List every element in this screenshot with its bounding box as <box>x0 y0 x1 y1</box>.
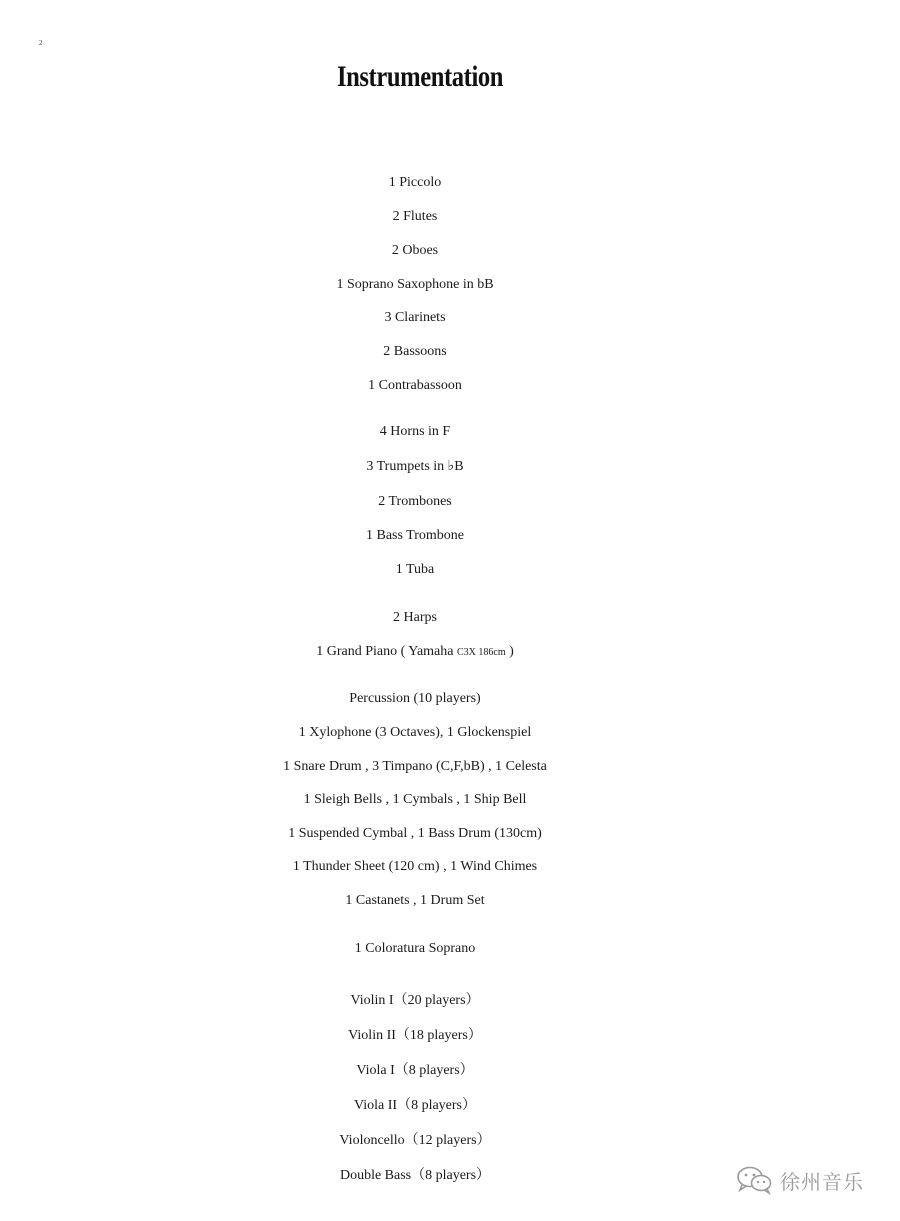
instrument-line: 2 Bassoons <box>383 344 447 359</box>
instrument-line: Double Bass（8 players） <box>339 1168 491 1183</box>
instrument-line: Violoncello（12 players） <box>339 1133 491 1148</box>
instrument-line: 2 Harps <box>393 610 437 625</box>
piano-line <box>0 643 830 662</box>
piano-close: ) <box>505 644 514 659</box>
instrument-line: 2 Flutes <box>392 209 438 224</box>
wechat-icon <box>736 1165 774 1195</box>
instrument-line: Viola I（8 players） <box>356 1063 474 1078</box>
piano-text: 1 Grand Piano ( Yamaha <box>316 644 457 659</box>
instrument-line: 1 Coloratura Soprano <box>354 941 476 956</box>
instrument-line: 1 Contrabassoon <box>368 378 462 393</box>
instrument-line: 1 Snare Drum , 3 Timpano (C,F,bB) , 1 Celesta <box>283 759 547 774</box>
watermark <box>736 1164 864 1196</box>
instrument-line: 1 Soprano Saxophone in bB <box>336 277 494 292</box>
instrument-line: 1 Castanets , 1 Drum Set <box>345 893 485 908</box>
instrument-line: 3 Clarinets <box>384 310 446 325</box>
instrument-line: 1 Sleigh Bells , 1 Cymbals , 1 Ship Bell <box>303 792 527 807</box>
instrument-line: 4 Horns in F <box>379 424 451 439</box>
instrument-line: 2 Oboes <box>391 243 439 258</box>
percussion-heading: Percussion (10 players) <box>349 691 481 706</box>
instrument-line: 1 Thunder Sheet (120 cm) , 1 Wind Chimes <box>292 859 538 874</box>
instrument-line: 1 Bass Trombone <box>365 528 465 543</box>
instrument-line: Viola II（8 players） <box>353 1098 476 1113</box>
watermark-text: 徐州音乐 <box>780 1169 864 1194</box>
instrument-line: 1 Piccolo <box>388 175 442 190</box>
piano-model: C3X 186cm <box>456 647 506 658</box>
instrument-line: 2 Trombones <box>378 494 452 509</box>
instrument-line: Violin I（20 players） <box>350 993 480 1008</box>
instrument-line: 1 Suspended Cymbal , 1 Bass Drum (130cm) <box>288 826 542 841</box>
page-number: 2 <box>39 39 43 47</box>
instrument-line: 1 Tuba <box>395 562 435 577</box>
instrument-line: 1 Xylophone (3 Octaves), 1 Glockenspiel <box>298 725 532 740</box>
instrument-line: 3 Trumpets in ♭B <box>366 459 464 474</box>
page-title: Instrumentation <box>336 60 504 93</box>
instrument-line: Violin II（18 players） <box>348 1028 482 1043</box>
